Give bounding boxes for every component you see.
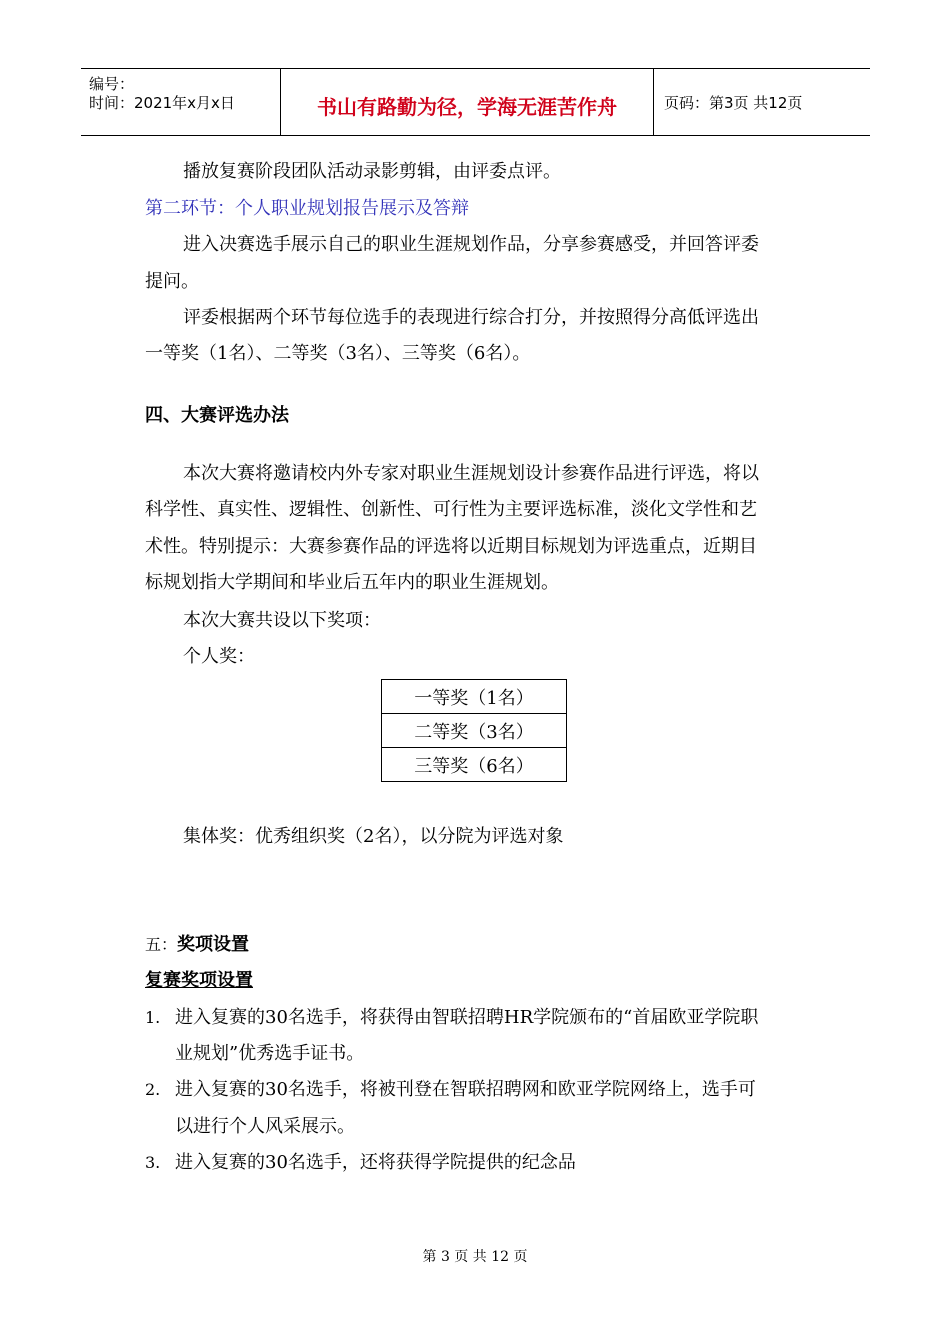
list-text: 进入复赛的30名选手，还将获得学院提供的纪念品 — [175, 1152, 576, 1173]
paragraph: 集体奖：优秀组织奖（2名），以分院为评选对象 — [183, 826, 564, 847]
list-item-continuation: 以进行个人风采展示。 — [175, 1116, 355, 1137]
header-meta — [81, 69, 281, 135]
subheading-final-awards: 复赛奖项设置 — [145, 970, 253, 991]
subheading-section-2: 第二环节：个人职业规划报告展示及答辩 — [145, 198, 469, 219]
award-cell: 二等奖（3名） — [382, 714, 567, 748]
list-text: 进入复赛的30名选手，将获得由智联招聘HR学院颁布的“首届欧亚学院职 — [175, 1007, 759, 1028]
paragraph: 一等奖（1名）、二等奖（3名）、三等奖（6名）。 — [145, 343, 531, 364]
list-text: 进入复赛的30名选手，将被刊登在智联招聘网和欧亚学院网络上，选手可 — [175, 1079, 756, 1100]
list-item — [145, 1078, 756, 1102]
paragraph: 评委根据两个环节每位选手的表现进行综合打分，并按照得分高低评选出 — [183, 307, 759, 328]
time-label: 时间：2021年x月x日 — [89, 94, 235, 112]
list-number: 1. — [145, 1008, 161, 1027]
table-row — [382, 748, 567, 782]
list-item-continuation: 业规划”优秀选手证书。 — [175, 1043, 365, 1064]
heading-section-5 — [145, 933, 249, 957]
paragraph: 本次大赛共设以下奖项： — [183, 610, 381, 631]
heading-title: 奖项设置 — [177, 934, 250, 955]
header-motto: 书山有路勤为径，学海无涯苦作舟 — [281, 69, 654, 135]
paragraph: 个人奖： — [183, 646, 255, 667]
page-header — [81, 68, 870, 136]
heading-section-4: 四、大赛评选办法 — [145, 405, 289, 426]
award-cell: 一等奖（1名） — [382, 680, 567, 714]
list-item — [145, 1006, 758, 1030]
award-cell: 三等奖（6名） — [382, 748, 567, 782]
table-row — [382, 680, 567, 714]
paragraph: 标规划指大学期间和毕业后五年内的职业生涯规划。 — [145, 572, 559, 593]
list-item — [145, 1151, 576, 1175]
paragraph: 播放复赛阶段团队活动录影剪辑，由评委点评。 — [183, 161, 561, 182]
paragraph: 进入决赛选手展示自己的职业生涯规划作品，分享参赛感受，并回答评委 — [183, 234, 759, 255]
heading-prefix: 五： — [145, 935, 178, 954]
paragraph: 本次大赛将邀请校内外专家对职业生涯规划设计参赛作品进行评选，将以 — [183, 463, 759, 484]
table-row — [382, 714, 567, 748]
paragraph: 科学性、真实性、逻辑性、创新性、可行性为主要评选标准，淡化文学性和艺 — [145, 499, 757, 520]
list-number: 2. — [145, 1080, 161, 1099]
header-page-info: 页码：第3页 共12页 — [664, 93, 803, 112]
paragraph: 提问。 — [145, 271, 199, 292]
list-number: 3. — [145, 1153, 161, 1172]
awards-table — [381, 679, 567, 782]
code-label: 编号： — [89, 75, 135, 93]
paragraph: 术性。特别提示：大赛参赛作品的评选将以近期目标规划为评选重点，近期目 — [145, 536, 757, 557]
page-footer: 第 3 页 共 12 页 — [422, 1249, 528, 1265]
